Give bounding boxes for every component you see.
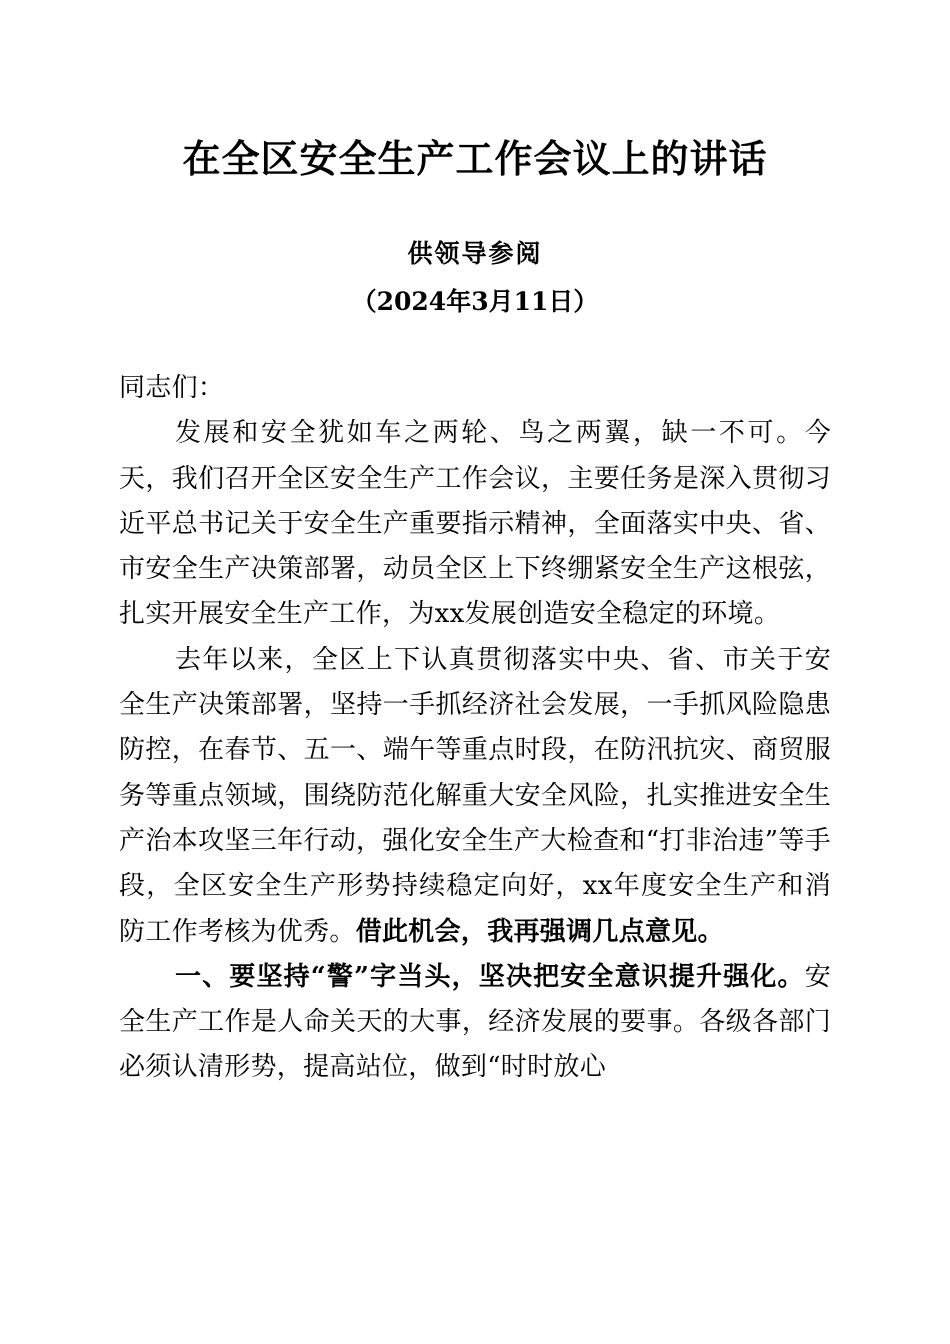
section-1-text: 安全生产工作是人命关天的大事，经济发展的要事。各级各部门必须认清形势，提高站位，做到“时时放心 [119, 961, 831, 1083]
document-title: 在全区安全生产工作会议上的讲话 [182, 136, 768, 181]
document-body [119, 366, 831, 1091]
document-date: （2024年3月11日） [351, 287, 599, 316]
paragraph-review [119, 638, 831, 955]
salutation: 同志们： [119, 373, 225, 403]
paragraph-intro: 发展和安全犹如车之两轮、鸟之两翼，缺一不可。今天，我们召开全区安全生产工作会议，主要任务是深入贯彻习近平总书记关于安全生产重要指示精神，全面落实中央、省、市安全生产决策部署，动员全区上下终绷紧安全生产这根弦，扎实开展安全生产工作，为xx发展创造安全稳定的环境。 [119, 418, 831, 630]
paragraph-review-text: 去年以来，全区上下认真贯彻落实中央、省、市关于安全生产决策部署，坚持一手抓经济社会发展，一手抓风险隐患防控，在春节、五一、端午等重点时段，在防汛抗灾、商贸服务等重点领域，围绕防范化解重大安全风险，扎实推进安全生产治本攻坚三年行动，强化安全生产大检查和“打非治违”等手段，全区安全生产形势持续稳定向好，xx年度安全生产和消防工作考核为优秀。 [119, 644, 831, 947]
emphasis-sentence: 借此机会，我再强调几点意见。 [355, 916, 724, 947]
section-1 [119, 955, 831, 1091]
section-1-heading: 一、要坚持“警”字当头，坚决把安全意识提升强化。 [175, 961, 805, 992]
document-subtitle: 供领导参阅 [407, 239, 543, 268]
